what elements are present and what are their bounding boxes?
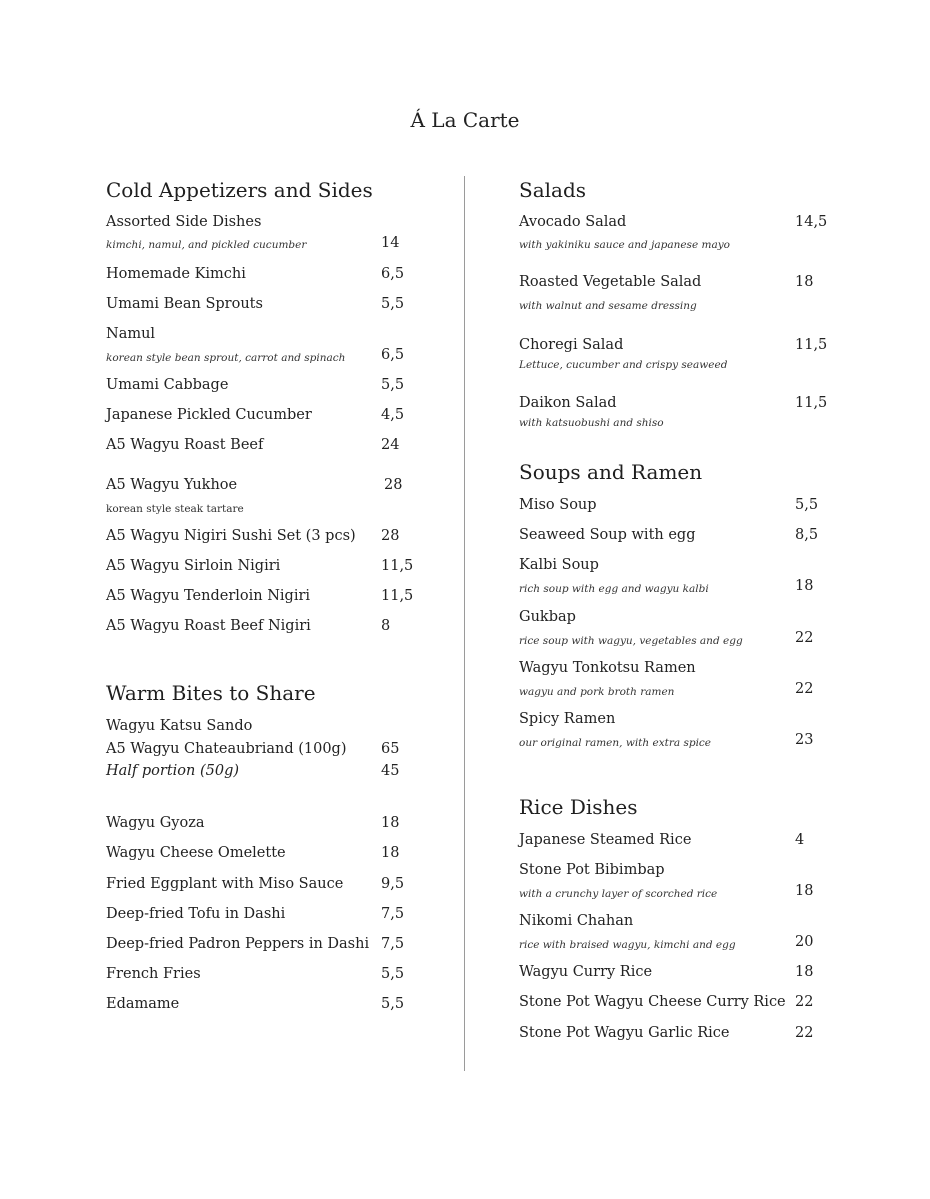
menu-item-name: A5 Wagyu Sirloin Nigiri [106, 558, 281, 574]
menu-item-price: 8 [381, 618, 391, 634]
menu-item-name: Namul [106, 326, 156, 342]
menu-item-name: Japanese Pickled Cucumber [106, 407, 312, 423]
menu-item-name: Stone Pot Wagyu Garlic Rice [519, 1025, 730, 1041]
menu-item-price: 18 [795, 274, 814, 290]
menu-item-name: Wagyu Curry Rice [519, 964, 653, 980]
menu-item-price: 6,5 [381, 266, 405, 282]
menu-item-name: Edamame [106, 996, 180, 1012]
menu-item-price: 11,5 [381, 588, 414, 604]
menu-item-name: A5 Wagyu Roast Beef [106, 437, 264, 453]
menu-item-name: Gukbap [519, 609, 576, 625]
menu-item-price: 4,5 [381, 407, 405, 423]
menu-item-description: with katsuobushi and shiso [519, 417, 664, 429]
menu-item-name: Wagyu Cheese Omelette [106, 845, 286, 861]
menu-item-name: Umami Bean Sprouts [106, 296, 263, 312]
page-title: Á La Carte [410, 108, 520, 132]
section-title-salads: Salads [519, 178, 587, 202]
menu-item-name: Stone Pot Wagyu Cheese Curry Rice [519, 994, 786, 1010]
menu-item-name: Spicy Ramen [519, 711, 616, 727]
menu-item-price: 22 [795, 630, 814, 646]
menu-item-price: 20 [795, 934, 814, 950]
menu-item-name: Assorted Side Dishes [106, 214, 262, 230]
menu-item-price: 7,5 [381, 936, 405, 952]
menu-item-name: A5 Wagyu Roast Beef Nigiri [106, 618, 311, 634]
menu-item-price: 8,5 [795, 527, 819, 543]
menu-item-price: 24 [381, 437, 400, 453]
menu-item-price: 22 [795, 681, 814, 697]
menu-item-description: with yakiniku sauce and japanese mayo [519, 239, 730, 251]
menu-item-name: A5 Wagyu Nigiri Sushi Set (3 pcs) [106, 528, 356, 544]
menu-item-name: Miso Soup [519, 497, 597, 513]
menu-item-name: Umami Cabbage [106, 377, 229, 393]
menu-item-name: Wagyu Gyoza [106, 815, 205, 831]
menu-item-name: Daikon Salad [519, 395, 617, 411]
menu-item-description: korean style steak tartare [106, 503, 244, 515]
menu-item-price: 18 [381, 815, 400, 831]
menu-item-description: with walnut and sesame dressing [519, 300, 697, 312]
menu-item-name: Homemade Kimchi [106, 266, 246, 282]
menu-item-price: 28 [381, 528, 400, 544]
section-title-soups-ramen: Soups and Ramen [519, 460, 703, 484]
menu-item-price: 18 [795, 883, 814, 899]
menu-item-name: Wagyu Tonkotsu Ramen [519, 660, 696, 676]
menu-item-description: wagyu and pork broth ramen [519, 686, 675, 698]
menu-item-price: 4 [795, 832, 805, 848]
menu-item-name: French Fries [106, 966, 201, 982]
menu-item-name: A5 Wagyu Yukhoe [106, 477, 238, 493]
menu-item-name: Roasted Vegetable Salad [519, 274, 702, 290]
menu-item-price: 7,5 [381, 906, 405, 922]
menu-item-name: Avocado Salad [519, 214, 627, 230]
menu-item-name: A5 Wagyu Tenderloin Nigiri [106, 588, 311, 604]
menu-item-name: Seaweed Soup with egg [519, 527, 696, 543]
menu-item-description: korean style bean sprout, carrot and spinach [106, 352, 346, 364]
menu-item-description: our original ramen, with extra spice [519, 737, 712, 749]
menu-item-price: 14,5 [795, 214, 828, 230]
menu-item-price: 5,5 [381, 296, 405, 312]
section-title-rice-dishes: Rice Dishes [519, 795, 638, 819]
menu-item-price: 6,5 [381, 347, 405, 363]
menu-item-description: with a crunchy layer of scorched rice [519, 888, 718, 900]
menu-item-name: Japanese Steamed Rice [519, 832, 692, 848]
menu-item-price: 22 [795, 1025, 814, 1041]
column-divider [464, 176, 465, 1071]
menu-item-price: 5,5 [381, 377, 405, 393]
menu-item-price: 18 [795, 964, 814, 980]
menu-item-price: 11,5 [795, 337, 828, 353]
menu-item-name: Fried Eggplant with Miso Sauce [106, 876, 344, 892]
menu-item-price: 45 [381, 763, 400, 779]
menu-item-price: 23 [795, 732, 814, 748]
menu-item-description: Lettuce, cucumber and crispy seaweed [519, 359, 728, 371]
menu-item-price: 22 [795, 994, 814, 1010]
menu-item-description: rice soup with wagyu, vegetables and egg [519, 635, 743, 647]
menu-item-price: 5,5 [381, 996, 405, 1012]
menu-item-price: 18 [795, 578, 814, 594]
menu-item-price: 5,5 [381, 966, 405, 982]
menu-item-price: 11,5 [381, 558, 414, 574]
menu-item-name: Deep-fried Padron Peppers in Dashi [106, 936, 370, 952]
menu-item-description: kimchi, namul, and pickled cucumber [106, 239, 307, 251]
menu-item-price: 9,5 [381, 876, 405, 892]
menu-item-price: 65 [381, 741, 400, 757]
section-title-cold-appetizers: Cold Appetizers and Sides [106, 178, 373, 202]
menu-item-description: rich soup with egg and wagyu kalbi [519, 583, 709, 595]
menu-item-name: Half portion (50g) [106, 763, 240, 779]
menu-item-name: Deep-fried Tofu in Dashi [106, 906, 286, 922]
section-title-warm-bites: Warm Bites to Share [106, 681, 316, 705]
menu-item-description: rice with braised wagyu, kimchi and egg [519, 939, 736, 951]
menu-item-name: Nikomi Chahan [519, 913, 634, 929]
menu-item-price: 18 [381, 845, 400, 861]
menu-item-price: 14 [381, 235, 400, 251]
menu-item-price: 5,5 [795, 497, 819, 513]
menu-item-price: 11,5 [795, 395, 828, 411]
menu-item-price: 28 [384, 477, 403, 493]
menu-item-name: Kalbi Soup [519, 557, 599, 573]
menu-item-name: Stone Pot Bibimbap [519, 862, 665, 878]
menu-item-name: Choregi Salad [519, 337, 624, 353]
menu-item-name: A5 Wagyu Chateaubriand (100g) [106, 741, 347, 757]
menu-item-name: Wagyu Katsu Sando [106, 718, 253, 734]
